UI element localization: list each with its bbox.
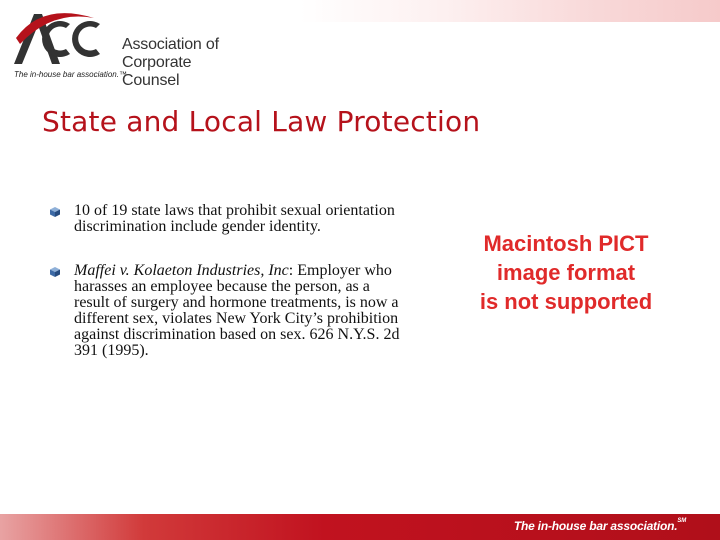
placeholder-line-1: Macintosh PICT xyxy=(483,231,649,256)
footer-tagline-text: The in-house bar association. xyxy=(513,519,678,533)
acc-logo xyxy=(12,8,252,88)
bullet-cube-icon xyxy=(50,207,60,217)
footer-bar xyxy=(0,514,720,540)
bullet-text: 10 of 19 state laws that prohibit sexual orientation discrimination include gender identity. xyxy=(74,202,395,235)
header-gradient-band xyxy=(300,0,720,22)
bullet-text xyxy=(74,263,408,359)
logo-tagline: The in-house bar association.™ xyxy=(14,70,127,79)
case-name: Maffei v. Kolaeton Industries, Inc xyxy=(74,262,289,279)
acc-logo-mark xyxy=(12,8,122,68)
slide-title: State and Local Law Protection xyxy=(42,105,481,138)
logo-line-2: Corporate Counsel xyxy=(122,54,192,89)
bullet-item xyxy=(48,263,408,359)
bullet-item xyxy=(48,203,408,235)
service-mark: SM xyxy=(677,518,686,524)
placeholder-line-2: image format xyxy=(496,260,636,285)
case-description: : Employer who harasses an employee because the person, as a result of surgery and hormone treatments, is now a different sex, violates New York City’s prohibition against discrimination based on sex. 626 N.Y.S. 2d 391 (1995). xyxy=(74,262,400,359)
bullet-list xyxy=(48,203,408,387)
unsupported-image-placeholder xyxy=(446,229,686,316)
footer-tagline xyxy=(514,519,686,533)
logo-line-1: Association of xyxy=(122,36,219,53)
bullet-cube-icon xyxy=(50,267,60,277)
placeholder-line-3: is not supported xyxy=(479,289,653,314)
